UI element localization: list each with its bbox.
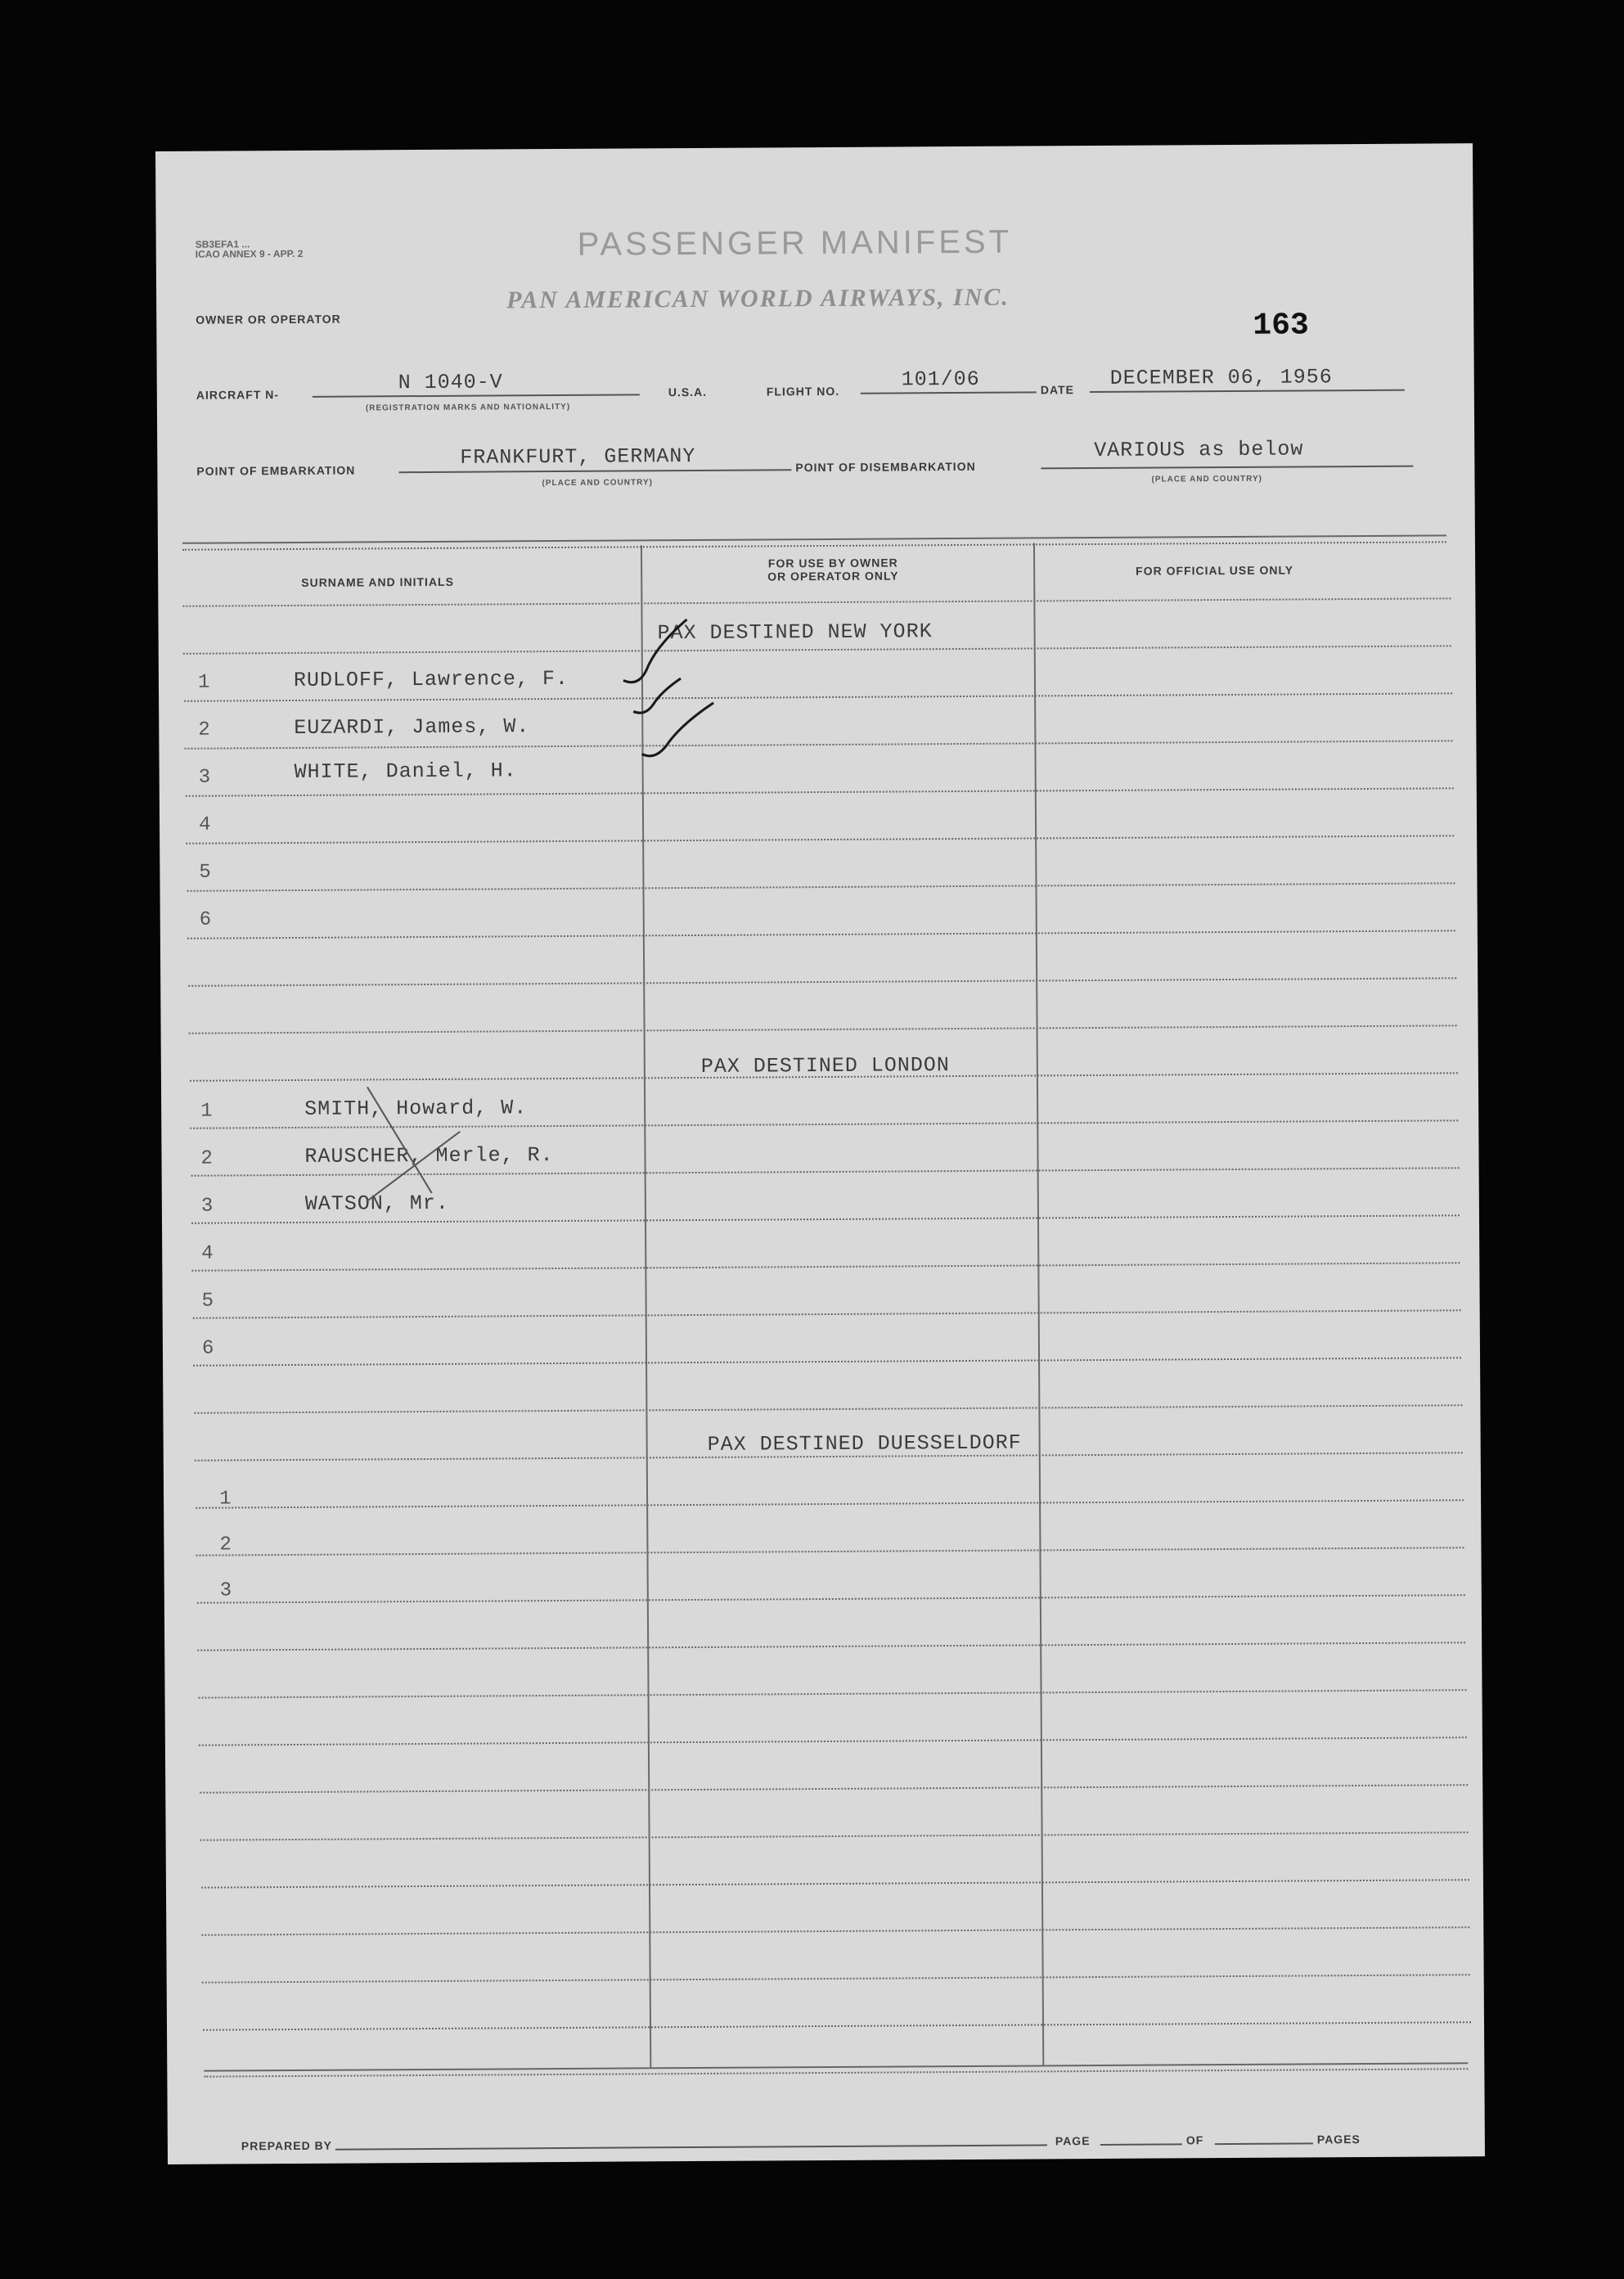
- cross-mark-icon: [366, 1087, 461, 1202]
- disembark-value: VARIOUS as below: [1094, 437, 1304, 462]
- row-number: 2: [198, 718, 210, 741]
- row-number: 5: [199, 861, 211, 884]
- date-label: DATE: [1040, 383, 1074, 397]
- row-number: 2: [219, 1534, 232, 1556]
- section-destination-duesseldorf: PAX DESTINED DUESSELDORF: [707, 1430, 1022, 1457]
- row-number: 1: [197, 671, 210, 694]
- row-number: 3: [219, 1579, 232, 1602]
- aircraft-sublabel: (REGISTRATION MARKS AND NATIONALITY): [365, 402, 571, 413]
- row-number: 1: [200, 1100, 213, 1123]
- column-header-operator-line-1: FOR USE BY OWNER: [767, 556, 898, 570]
- manifest-sheet: [155, 143, 1485, 2164]
- check-mark-icon: [633, 678, 681, 713]
- check-mark-icon: [623, 619, 687, 682]
- flight-value: 101/06: [901, 367, 980, 392]
- check-mark-icon: [641, 703, 713, 756]
- embark-sublabel: (PLACE AND COUNTRY): [542, 478, 654, 489]
- disembark-label: POINT OF DISEMBARKATION: [795, 459, 976, 475]
- row-number: 4: [198, 813, 211, 836]
- handwritten-marks: [155, 143, 1485, 2164]
- form-title: PASSENGER MANIFEST: [577, 223, 1013, 263]
- form-stamp-line-1: SB3EFA1 ...: [195, 238, 250, 250]
- owner-value: PAN AMERICAN WORLD AIRWAYS, INC.: [506, 283, 1010, 314]
- row-number: 6: [201, 1337, 214, 1360]
- of-label: OF: [1185, 2133, 1204, 2147]
- usa-label: U.S.A.: [668, 385, 708, 399]
- disembark-sublabel: (PLACE AND COUNTRY): [1151, 474, 1262, 484]
- page-number: 163: [1253, 308, 1309, 344]
- section-destination-new-york: PAX DESTINED NEW YORK: [657, 619, 933, 646]
- pages-label: PAGES: [1316, 2133, 1361, 2146]
- passenger-name: WHITE, Daniel, H.: [294, 759, 517, 784]
- flight-label: FLIGHT NO.: [766, 384, 840, 399]
- column-header-official: FOR OFFICIAL USE ONLY: [1136, 563, 1294, 578]
- row-number: 3: [200, 1195, 214, 1218]
- page-label: PAGE: [1055, 2134, 1091, 2148]
- row-number: 4: [201, 1242, 214, 1265]
- column-header-operator-line-2: OR OPERATOR ONLY: [767, 569, 899, 583]
- passenger-name: RUDLOFF, Lawrence, F.: [293, 666, 569, 692]
- form-stamp-line-2: ICAO ANNEX 9 - APP. 2: [195, 247, 304, 260]
- row-number: 1: [218, 1488, 232, 1511]
- embark-label: POINT OF EMBARKATION: [196, 463, 356, 478]
- column-header-names: SURNAME AND INITIALS: [301, 574, 454, 589]
- prepared-by-label: PREPARED BY: [241, 2138, 333, 2153]
- passenger-name: RAUSCHER, Merle, R.: [304, 1143, 554, 1169]
- owner-label: OWNER OR OPERATOR: [196, 312, 341, 327]
- aircraft-label: AIRCRAFT N-: [196, 388, 280, 402]
- embark-value: FRANKFURT, GERMANY: [460, 444, 696, 470]
- row-number: 5: [201, 1290, 214, 1313]
- row-number: 3: [198, 766, 211, 789]
- date-value: DECEMBER 06, 1956: [1109, 365, 1333, 390]
- passenger-name: EUZARDI, James, W.: [294, 714, 530, 740]
- check-marks: [623, 619, 714, 756]
- row-number: 2: [200, 1147, 214, 1170]
- passenger-name: WATSON, Mr.: [304, 1191, 449, 1216]
- section-destination-london: PAX DESTINED LONDON: [700, 1053, 950, 1079]
- passenger-name: SMITH, Howard, W.: [304, 1096, 528, 1121]
- row-number: 6: [199, 908, 212, 931]
- aircraft-value: N 1040-V: [398, 370, 503, 395]
